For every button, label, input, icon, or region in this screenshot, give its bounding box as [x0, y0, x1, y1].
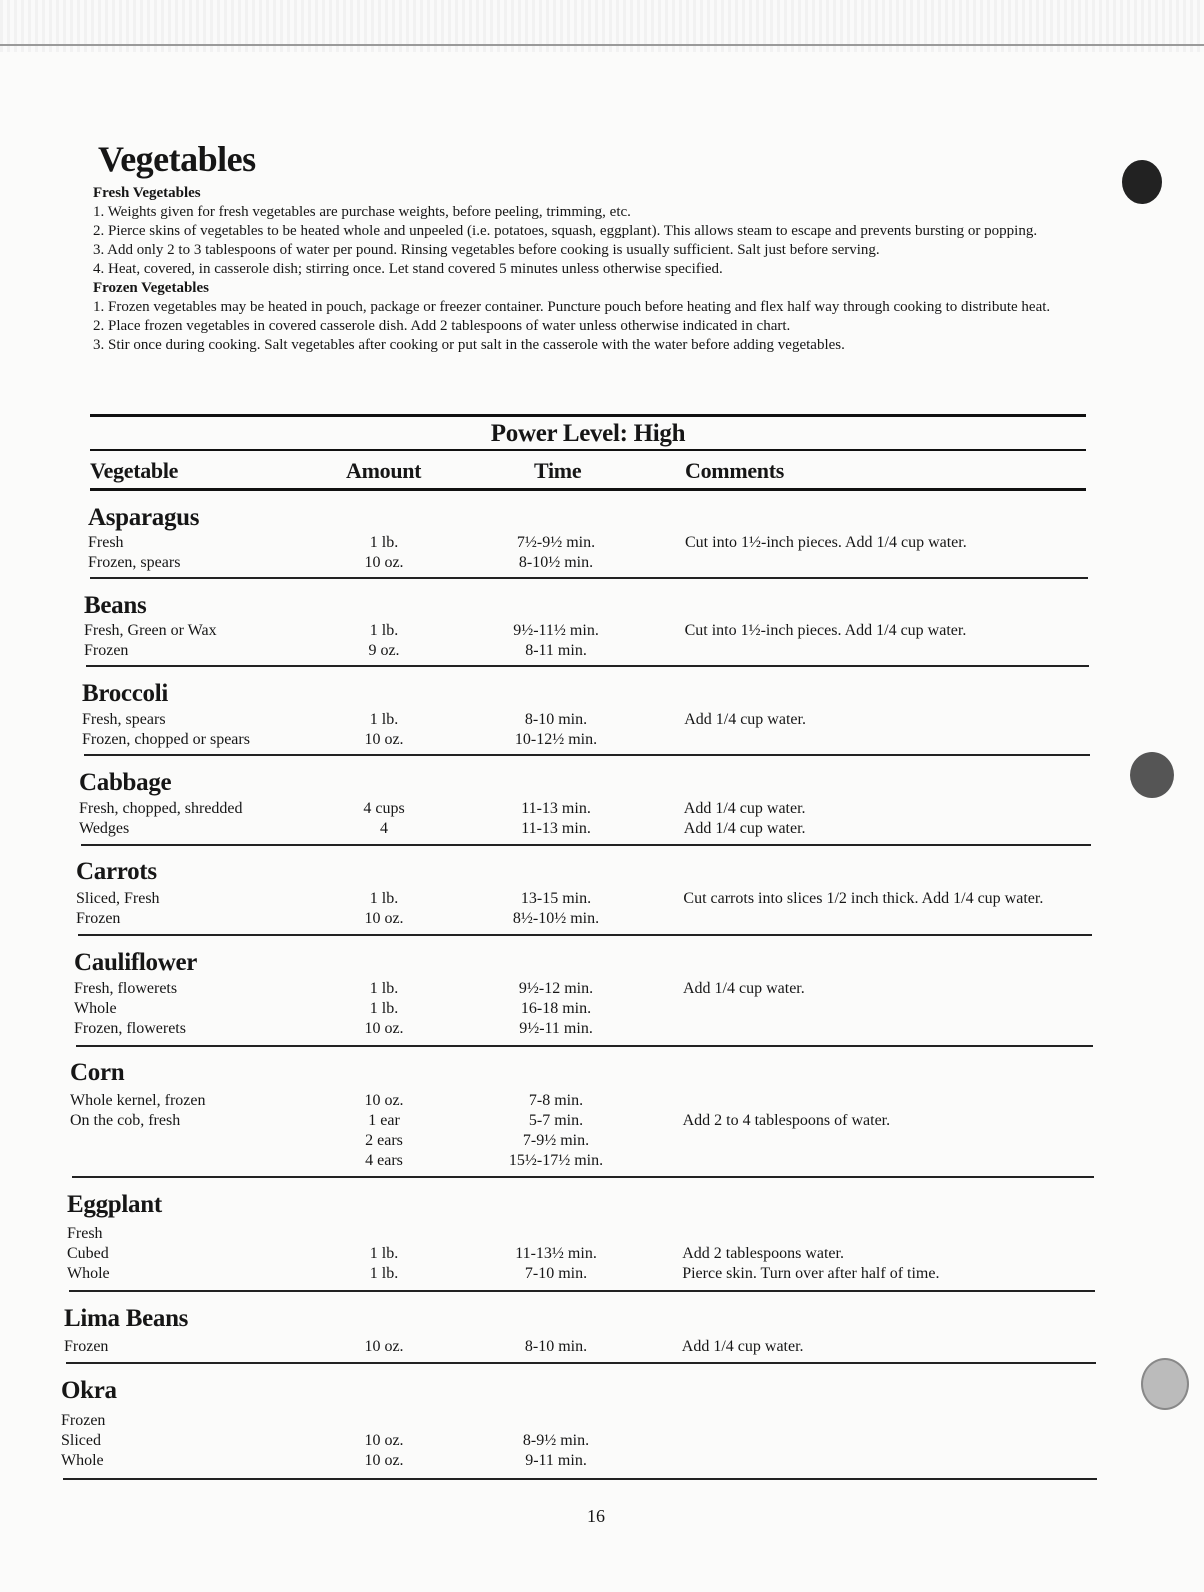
fresh-heading: Fresh Vegetables	[93, 185, 201, 201]
row-label: Frozen	[61, 1412, 106, 1429]
row-label: Wedges	[79, 820, 130, 837]
table-row	[70, 1132, 1170, 1152]
amount-value: 1 lb.	[369, 711, 399, 728]
amount-value: 1 lb.	[369, 1265, 399, 1282]
table-row	[79, 800, 1179, 820]
time-value: 7-9½ min.	[522, 1132, 590, 1149]
time-value: 15½-17½ min.	[508, 1152, 604, 1169]
table-row	[64, 1338, 1164, 1358]
row-label: Frozen, spears	[88, 554, 181, 571]
amount-value: 10 oz.	[364, 1452, 404, 1469]
section-divider	[90, 577, 1088, 579]
fresh-list	[93, 203, 1083, 279]
row-comment: Add 1/4 cup water.	[681, 1338, 804, 1355]
col-header-vegetable: Vegetable	[90, 458, 179, 483]
frozen-note: 3. Stir once during cooking. Salt vegetables after cooking or put salt in the casserole with the water before adding vegetables.	[93, 337, 845, 353]
amount-value: 10 oz.	[364, 731, 404, 748]
row-comment: Add 2 to 4 tablespoons of water.	[682, 1112, 891, 1129]
amount-value: 1 lb.	[369, 1245, 399, 1262]
row-label: Whole	[74, 1000, 117, 1017]
row-label: Frozen, flowerets	[74, 1020, 186, 1037]
row-label: Frozen	[64, 1338, 109, 1355]
row-label: Sliced, Fresh	[76, 890, 160, 907]
amount-value: 1 lb.	[369, 622, 399, 639]
amount-value: 10 oz.	[364, 1020, 404, 1037]
time-value: 9½-11½ min.	[513, 622, 599, 639]
vegetable-name: Corn	[70, 1059, 125, 1086]
row-label: Fresh, spears	[82, 711, 166, 728]
table-row	[67, 1265, 1167, 1285]
time-value: 9½-11 min.	[519, 1020, 593, 1037]
row-label: Fresh	[67, 1225, 103, 1242]
row-label: Fresh, chopped, shredded	[79, 800, 243, 817]
amount-value: 1 lb.	[369, 1000, 399, 1017]
amount-value: 4 ears	[365, 1152, 403, 1169]
amount-value: 9 oz.	[368, 642, 400, 659]
time-value: 11-13½ min.	[515, 1245, 597, 1262]
col-header-time: Time	[534, 458, 582, 483]
row-label: Whole kernel, frozen	[70, 1092, 206, 1109]
fresh-note: 2. Pierce skins of vegetables to be heated whole and unpeeled (i.e. potatoes, squash, eggplant). This allows steam to escape and prevents bursting or popping.	[93, 223, 1038, 239]
table-row	[61, 1452, 1161, 1472]
section-divider	[63, 1478, 1097, 1480]
amount-value: 10 oz.	[364, 554, 404, 571]
time-value: 8-11 min.	[525, 642, 587, 659]
vegetable-name: Asparagus	[88, 504, 200, 531]
amount-value: 1 lb.	[369, 534, 399, 551]
time-value: 8½-10½ min.	[512, 910, 600, 927]
table-row	[67, 1225, 1167, 1245]
header-rule	[90, 488, 1086, 491]
time-value: 13-15 min.	[520, 890, 592, 907]
row-label: Whole	[61, 1452, 104, 1469]
row-label: Sliced	[61, 1432, 101, 1449]
row-label: Fresh	[88, 534, 124, 551]
row-comment: Add 1/4 cup water.	[683, 800, 806, 817]
row-comment: Add 2 tablespoons water.	[682, 1245, 844, 1262]
section-divider	[72, 1176, 1094, 1178]
amount-value: 4 cups	[363, 800, 405, 817]
vegetable-name: Carrots	[76, 858, 157, 885]
vegetable-name: Broccoli	[82, 680, 169, 707]
amount-value: 4	[380, 820, 388, 837]
amount-value: 10 oz.	[364, 910, 404, 927]
table-row	[82, 711, 1182, 731]
vegetable-name: Okra	[61, 1377, 117, 1404]
time-value: 9-11 min.	[525, 1452, 587, 1469]
table-row	[82, 731, 1182, 751]
table-top-rule	[90, 414, 1086, 417]
row-comment: Cut carrots into slices 1/2 inch thick. Add 1/4 cup water.	[683, 890, 1044, 907]
frozen-heading: Frozen Vegetables	[93, 280, 209, 296]
col-header-comments: Comments	[685, 458, 785, 483]
time-value: 5-7 min.	[528, 1112, 584, 1129]
fresh-note: 1. Weights given for fresh vegetables are purchase weights, before peeling, trimming, etc.	[93, 204, 631, 220]
section-divider	[69, 1290, 1095, 1292]
time-value: 8-10½ min.	[518, 554, 594, 571]
row-label: Frozen, chopped or spears	[82, 731, 250, 748]
table-row	[84, 622, 1184, 642]
table-row	[84, 642, 1184, 662]
section-divider	[81, 844, 1091, 846]
power-level-heading: Power Level: High	[490, 420, 686, 447]
instructions	[93, 184, 1083, 355]
table-row	[88, 554, 1188, 574]
time-value: 8-10 min.	[524, 711, 588, 728]
table-row	[61, 1412, 1161, 1432]
table-row	[67, 1245, 1167, 1265]
time-value: 10-12½ min.	[514, 731, 598, 748]
vegetable-name: Lima Beans	[64, 1305, 189, 1332]
time-value: 11-13 min.	[521, 800, 591, 817]
page-number: 16	[587, 1506, 605, 1526]
row-label: Frozen	[76, 910, 121, 927]
section-divider	[86, 665, 1089, 667]
time-value: 11-13 min.	[521, 820, 591, 837]
row-comment: Pierce skin. Turn over after half of time.	[682, 1265, 940, 1282]
frozen-note: 1. Frozen vegetables may be heated in pouch, package or freezer container. Puncture pouch before heating and flex half way through cooking to distribute heat.	[93, 299, 1051, 315]
amount-value: 1 ear	[368, 1112, 400, 1129]
time-value: 9½-12 min.	[518, 980, 594, 997]
table-row	[70, 1152, 1170, 1172]
vegetable-name: Cabbage	[79, 769, 172, 796]
power-rule	[90, 449, 1086, 451]
table-row	[70, 1112, 1170, 1132]
vegetable-name: Cauliflower	[74, 949, 198, 976]
row-label: Whole	[67, 1265, 110, 1282]
fresh-note: 3. Add only 2 to 3 tablespoons of water per pound. Rinsing vegetables before cooking is usually sufficient. Salt just before serving.	[93, 242, 880, 258]
table-row	[70, 1092, 1170, 1112]
time-value: 7-8 min.	[528, 1092, 584, 1109]
frozen-list	[93, 298, 1083, 355]
table-row	[79, 820, 1179, 840]
time-value: 7½-9½ min.	[516, 534, 596, 551]
row-comment: Add 1/4 cup water.	[683, 820, 806, 837]
time-value: 8-9½ min.	[522, 1432, 590, 1449]
frozen-note: 2. Place frozen vegetables in covered casserole dish. Add 2 tablespoons of water unless otherwise indicated in chart.	[93, 318, 791, 334]
table-row	[74, 980, 1174, 1000]
fresh-note: 4. Heat, covered, in casserole dish; stirring once. Let stand covered 5 minutes unless otherwise specified.	[93, 261, 723, 277]
binder-hole-bottom	[1141, 1358, 1189, 1410]
row-label: On the cob, fresh	[70, 1112, 181, 1129]
table-row	[76, 910, 1176, 930]
table-row	[74, 1020, 1174, 1040]
row-label: Frozen	[84, 642, 129, 659]
row-comment: Cut into 1½-inch pieces. Add 1/4 cup water.	[685, 534, 967, 551]
amount-value: 2 ears	[365, 1132, 403, 1149]
binder-hole-middle	[1130, 752, 1174, 798]
row-label: Fresh, Green or Wax	[84, 622, 217, 639]
section-divider	[76, 1045, 1093, 1047]
section-divider	[66, 1362, 1096, 1364]
amount-value: 1 lb.	[369, 890, 399, 907]
col-header-amount: Amount	[346, 458, 422, 483]
amount-value: 10 oz.	[364, 1338, 404, 1355]
scan-artifact-rule	[0, 44, 1204, 46]
row-label: Cubed	[67, 1245, 109, 1262]
binder-hole-top	[1122, 160, 1162, 204]
page-title: Vegetables	[98, 139, 256, 179]
amount-value: 10 oz.	[364, 1432, 404, 1449]
amount-value: 1 lb.	[369, 980, 399, 997]
table-row	[76, 890, 1176, 910]
vegetable-name: Eggplant	[67, 1191, 162, 1218]
row-comment: Add 1/4 cup water.	[684, 711, 806, 728]
row-label: Fresh, flowerets	[74, 980, 178, 997]
vegetable-name: Beans	[84, 592, 147, 619]
row-comment: Add 1/4 cup water.	[683, 980, 805, 997]
row-comment: Cut into 1½-inch pieces. Add 1/4 cup water.	[684, 622, 967, 639]
amount-value: 10 oz.	[364, 1092, 404, 1109]
table-row	[61, 1432, 1161, 1452]
table-row	[74, 1000, 1174, 1020]
time-value: 16-18 min.	[520, 1000, 592, 1017]
time-value: 8-10 min.	[524, 1338, 588, 1355]
section-divider	[78, 934, 1092, 936]
table-row	[88, 534, 1188, 554]
section-divider	[84, 754, 1090, 756]
time-value: 7-10 min.	[524, 1265, 588, 1282]
